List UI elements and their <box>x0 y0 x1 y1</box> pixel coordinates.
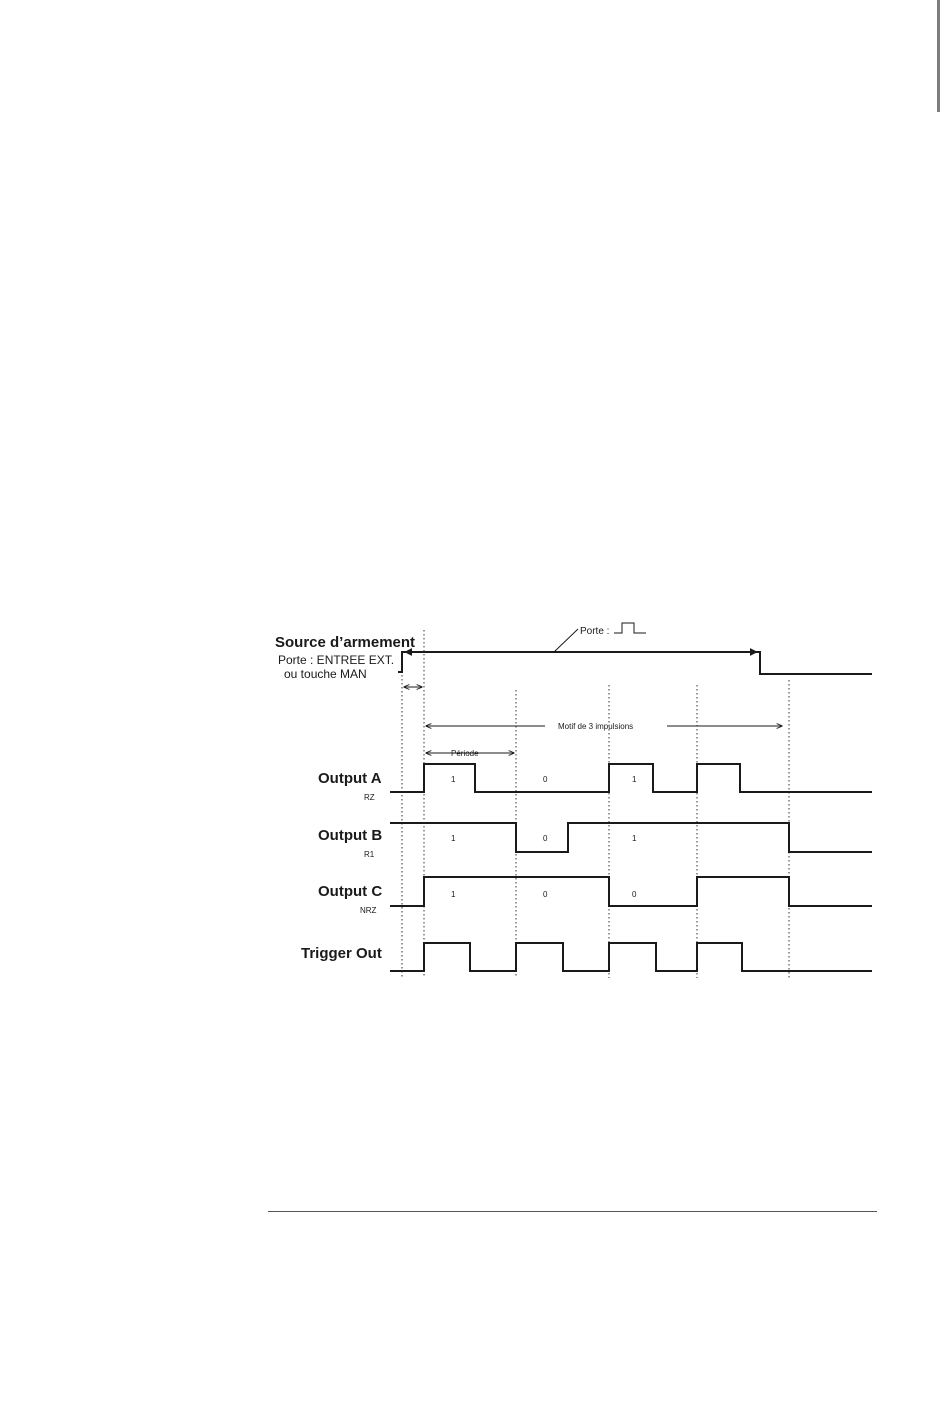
output-b-label: Output B <box>318 827 383 844</box>
output-c-code: NRZ <box>360 906 377 915</box>
period-label: Période <box>451 749 479 758</box>
output-b-bit: 1 <box>632 834 637 843</box>
output-c-bit: 0 <box>543 890 548 899</box>
output-c-bit: 1 <box>451 890 456 899</box>
footer-rule <box>268 1211 877 1212</box>
gate-pulse-icon <box>614 623 646 633</box>
trigger-out-waveform <box>390 943 872 971</box>
output-a-bit: 1 <box>451 775 456 784</box>
output-a-bit: 1 <box>632 775 637 784</box>
output-c-label: Output C <box>318 883 383 900</box>
output-c-waveform <box>390 877 872 906</box>
output-a-code: RZ <box>364 793 375 802</box>
source-gate-line: Porte : ENTREE EXT. <box>278 653 395 667</box>
output-a-bit: 0 <box>543 775 548 784</box>
gate-callout-line <box>554 629 578 652</box>
output-a-label: Output A <box>318 770 382 787</box>
pattern-label: Motif de 3 impulsions <box>558 722 634 731</box>
gate-label: Porte : <box>580 626 610 637</box>
output-b-waveform <box>390 823 872 852</box>
trigger-out-label: Trigger Out <box>301 945 382 962</box>
output-b-bit: 1 <box>451 834 456 843</box>
gate-waveform <box>398 652 872 674</box>
output-c-bit: 0 <box>632 890 637 899</box>
source-title: Source d’armement <box>275 634 416 651</box>
output-b-code: R1 <box>364 850 375 859</box>
output-b-bit: 0 <box>543 834 548 843</box>
source-man-line: ou touche MAN <box>284 667 367 681</box>
timing-guides <box>402 630 789 978</box>
output-a-waveform <box>390 764 872 792</box>
